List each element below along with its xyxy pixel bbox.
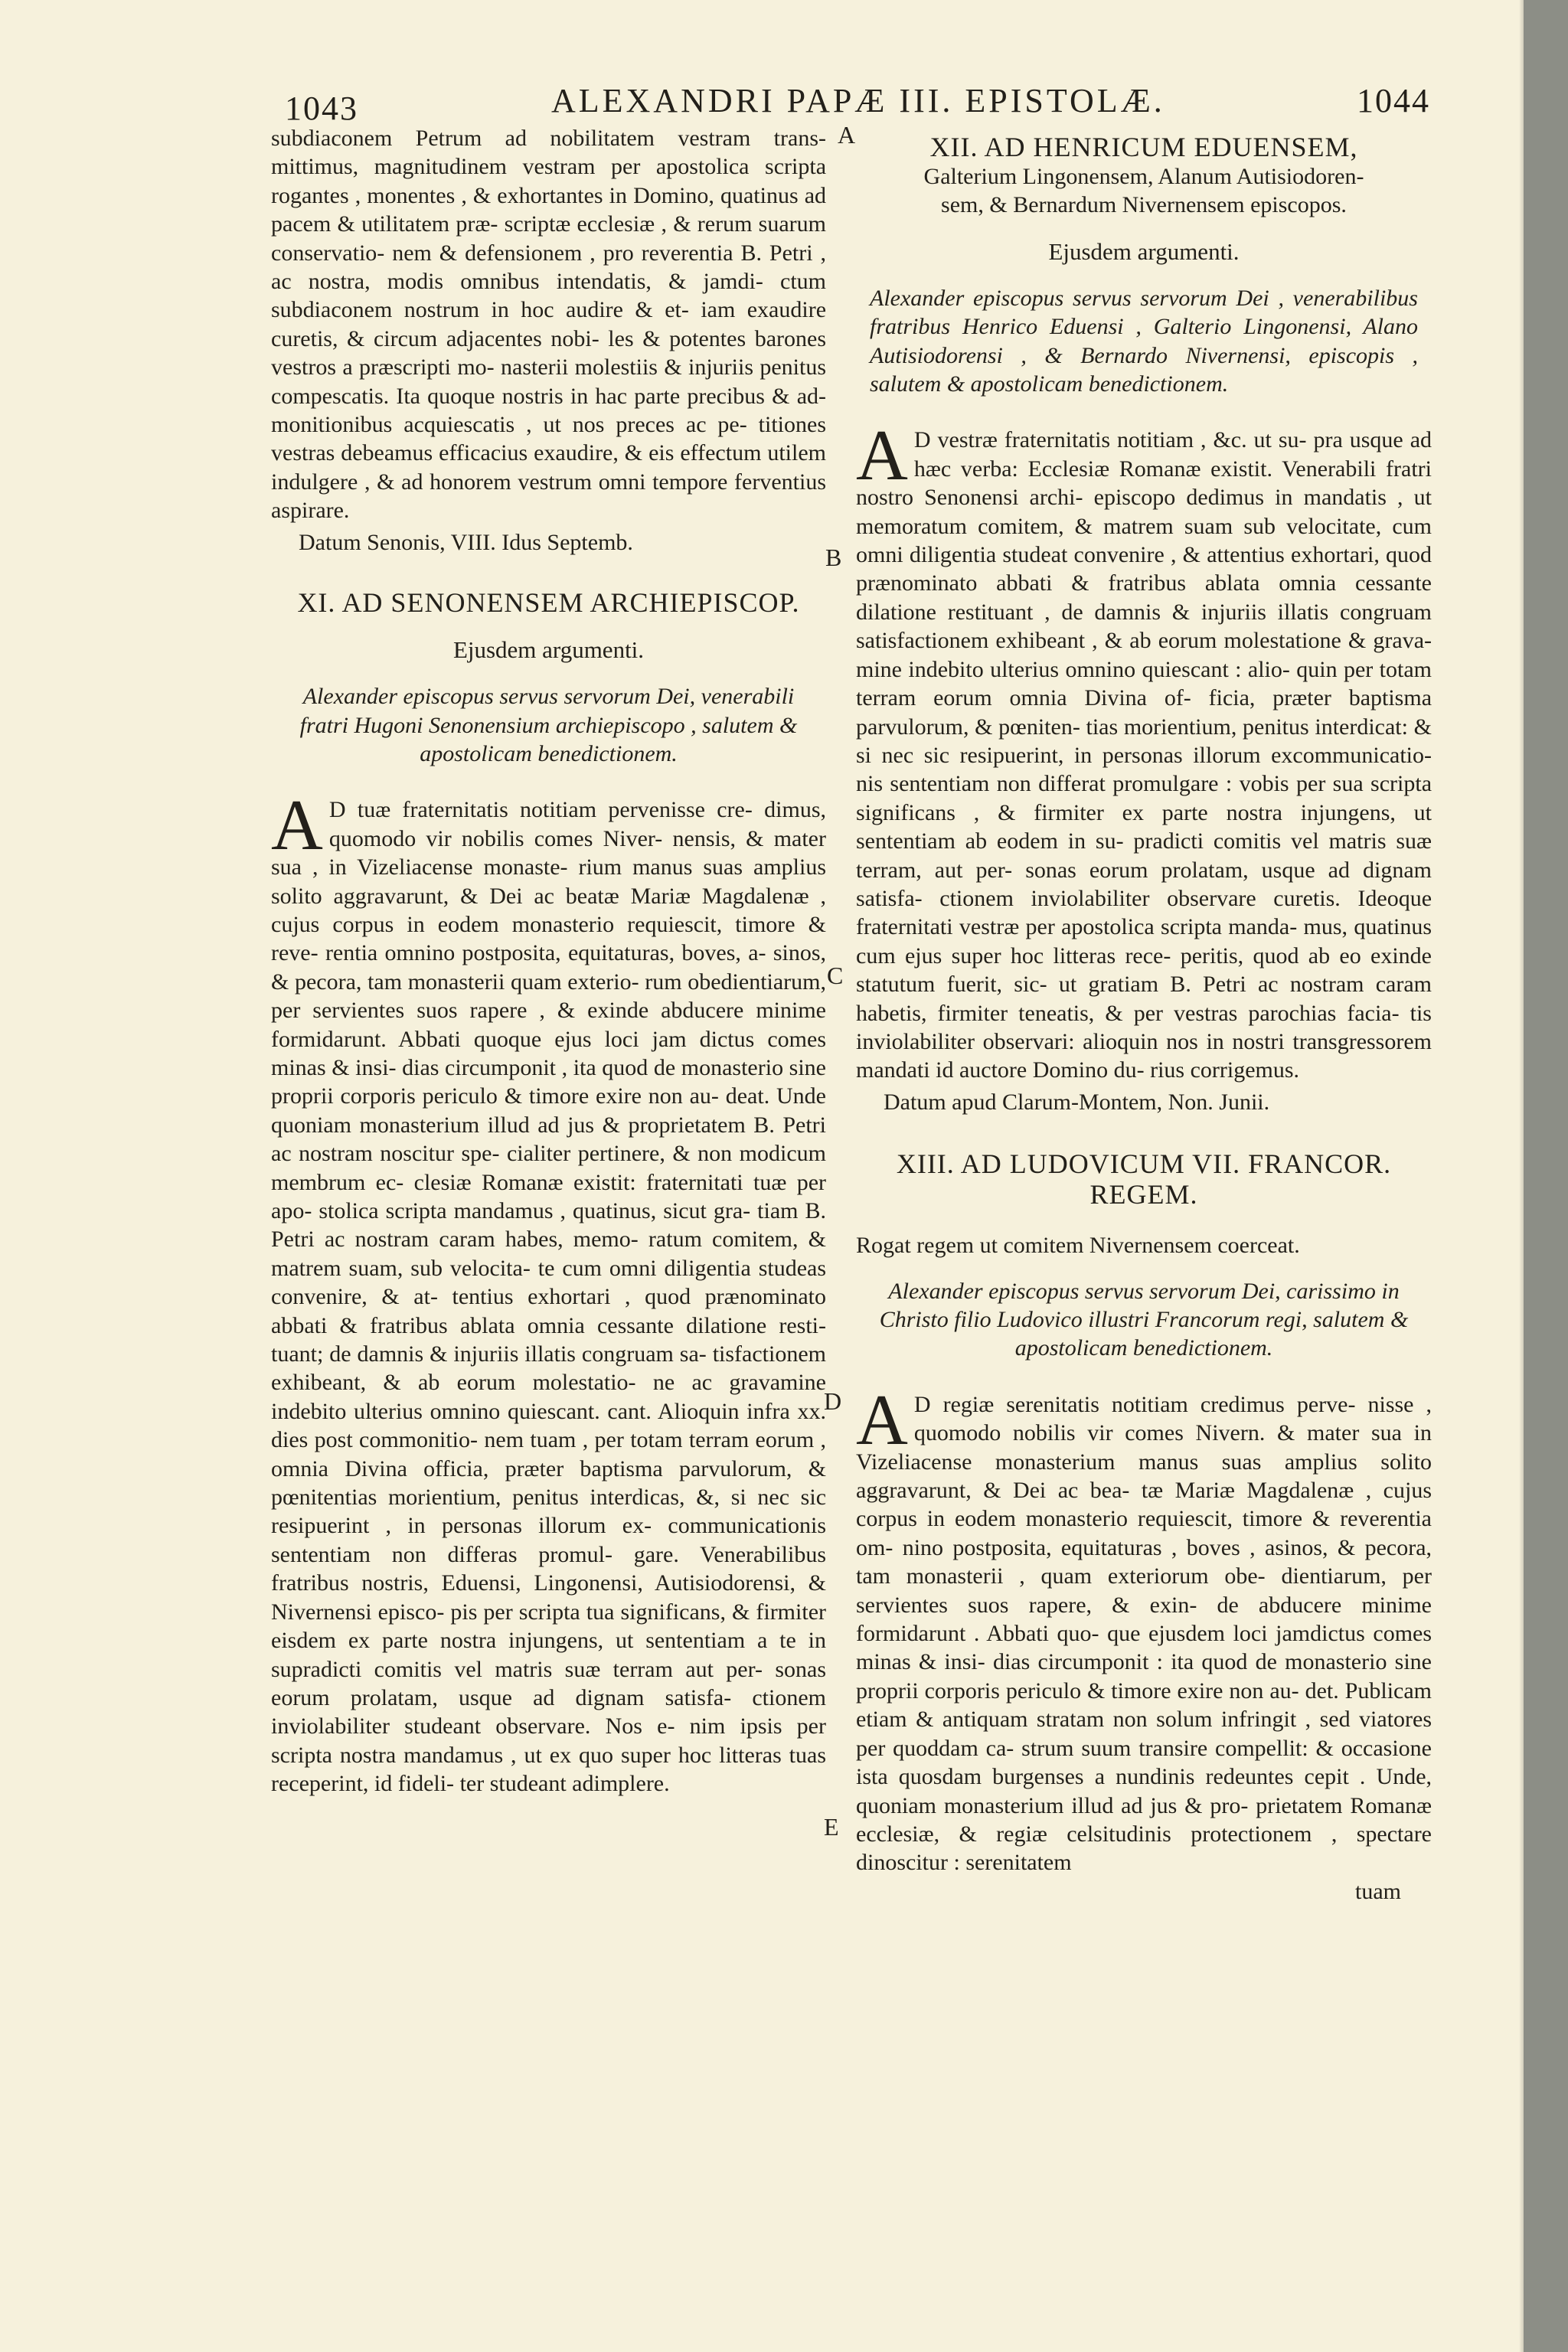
letter-xi-body: A D tuæ fraternitatis notitiam pervenisse cre- dimus, quomodo vir nobilis comes Niver- nensis, & mater sua , in Vizeliacense monaste- rium manus suas amplius solito aggravarunt, & Dei ac beatæ Mariæ Magdalenæ , cujus corpus in eodem monasterio requiescit, timore & reve- rentia omnino postposita, equitaturas, boves, a- sinos, & pecora, tam monasterii quam exterio- rum obedientiarum, per servientes suos rapere , & exinde abducere minime formidarunt. Abbati quoque ejus loci jam dictus comes minas & insi- dias circumponit , ita quod de monasterio sine proprii corporis periculo & timore exire non au- deat. Unde quoniam monasterium illud ad jus & proprietatem B. Petri ac nostram noscitur spe- cialiter pertinere, & non modicum membrum ec- clesiæ Romanæ existit: fraternitati tuæ per apo- stolica scripta mandamus , quatinus, sicut gra- tiam B. Petri ac nostram caram habes, memo- ratum comitem, & matrem suam, sub velocita- te cum omni diligentia studeas convenire, & at- tentius exhortari , quod prænominato abbati & fratribus ablata omnia cessante dilatione resti- tuant; de damnis & injuriis illatis congruam sa- tisfactionem exhibeant, & ab eorum molestatio- ne ac gravamine indebito ulterius omnino quiescant. cant. Alioquin infra xx. dies post commonitio- nem tuam , per totam terram eorum , omnia Divina officia, præter baptisma parvulorum, & pœnitentias morientium, penitus interdicas, &, si nec sic resipuerint , in personas illorum ex- communicationis sententiam non differas promul- gare. Venerabilibus fratribus nostris, Eduensi, Lingonensi, Autisiodorensi, & Nivernensi episco- pis per scripta tua significans, & firmiter eisdem ex parte nostra injungens, ut sententiam a te in supradicti comitis vel matris suæ terram aut per- sonas eorum prolatam, usque ad dignam satisfa- ctionem inviolabiliter studeant observare. Nos e- nim ipsis per scripta nostra mandamus , ut ex quo super hoc litteras tuas receperint, id fideli- ter studeant adimplere.: [271, 786, 827, 1797]
dropcap: A: [856, 1380, 908, 1460]
letter-xi-heading: XI. AD SENONENSEM ARCHIEPISCOP.: [297, 587, 800, 619]
letter-xiii-body: A D regiæ serenitatis notitiam credimus perve- nisse , quomodo nobilis vir comes Nivern. & mater sua in Vizeliacense monasterium manus suas amplius solito aggravarunt, & Dei ac bea- tæ Mariæ Magdalenæ , cujus corpus in eodem monasterio requiescit, timore & reverentia om- nino postposita, equitaturas , boves , asinos, & pecora, tam monasterii , quam exteriorum obe- dientiarum, per servientes suos rapere, & exin- de abducere minime formidarunt . Abbati quo- que ejusdem loci jamdictus comes minas & insi- dias circumponit : ita quod de monasterio sine proprii corporis periculo & timore exire non au- det. Publicam etiam & antiquam stratam non solum infringit , sed viatores per quoddam ca- strum suum transire compellit: & occasione ista quosdam burgenses a nundinis redeuntes cepit . Unde, quoniam monasterium illud ad jus & pro- prietatem Romanæ ecclesiæ, & regiæ celsitudinis protectionem , spectare dinoscitur : serenitatem: [856, 1380, 1432, 1876]
letter-xii-recipients: Galterium Lingonensem, Alanum Autisiodoren- sem, & Bernardum Nivernensem episcopos.: [923, 164, 1364, 218]
page-header: [0, 77, 1524, 127]
running-title: ALEXANDRI PAPÆ III. EPISTOLÆ.: [551, 82, 1165, 119]
page-number-left: 1043: [285, 90, 358, 127]
dateline-x: Datum Senonis, VIII. Idus Septemb.: [299, 529, 633, 555]
letter-xiii-salutation: Alexander episcopus servus servorum Dei, carissimo in Christo filio Ludovico illustri Francorum regi, salutem & apostolicam benedictionem.: [879, 1278, 1409, 1361]
catchword: tuam: [1355, 1878, 1401, 1904]
letter-xii-body: A D vestræ fraternitatis notitiam , &c. ut su- pra usque ad hæc verba: Ecclesiæ Romanæ existit. Venerabili fratri nostro Senonensi archi- episcopo dedimus in mandatis , ut memoratum comitem, & matrem suam sub velocitate, cum omni diligentia studeat convenire , & attentius exhortari, quod prænominato abbati & fratribus ablata omnia cessante dilatione restituant , de damnis & injuriis illatis congruam satisfactionem exhibeant , & ab eorum molestatione & grava- mine indebito ulterius omnino quiescant : alio- quin per totam terram eorum omnia Divina of- ficia, præter baptisma parvulorum, & pœniten- tias morientium, penitus interdicat: & si nec sic resipuerint, in personas illorum excommunicatio- nis sententiam non differat promulgare : vobis per sua scripta significans , & firmiter ex parte nostra injungens, ut sententiam ab eodem in su- pradicti comitis vel matris suæ terram, aut per- sonas eorum prolatam, usque ad dignam satisfa- ctionem inviolabiliter observare curetis. Ideoque fraternitati vestræ per apostolica scripta manda- mus, quatinus cum ejus super hoc litteras rece- peritis, quod ab eo exinde statutum fuerit, sic- ut gratiam B. Petri ac nostram caram habetis, firmiter teneatis, & per vestras parochias facia- tis inviolabiliter observari: alioquin nos in nostri transgressorem mandati id auctore Domino du- rius corrigemus.: [856, 416, 1432, 1083]
margin-letter-d: D: [824, 1387, 842, 1415]
letter-xiii-heading: XIII. AD LUDOVICUM VII. FRANCOR. REGEM.: [896, 1148, 1392, 1210]
left-column: [271, 124, 826, 1798]
letter-xii-heading: XII. AD HENRICUM EDUENSEM,: [929, 132, 1358, 162]
margin-letter-c: C: [827, 962, 844, 989]
dropcap: A: [271, 786, 323, 866]
dropcap: A: [856, 416, 908, 496]
letter-xi-salutation: Alexander episcopus servus servorum Dei, venerabili fratri Hugoni Senonensium archiepiscopo , salutem & apostolicam benedictionem.: [299, 684, 798, 766]
right-column: [856, 132, 1432, 1906]
margin-letter-b: B: [825, 544, 842, 571]
page-number-right: 1044: [1357, 82, 1430, 119]
letter-xii-subheading: Ejusdem argumenti.: [1048, 237, 1240, 265]
continuation-text: subdiaconem Petrum ad nobilitatem vestram trans- mittimus, magnitudinem vestram per apostolica scripta rogantes , monentes , & exhortantes in Domino, quatinus ad pacem & utilitatem præ- scriptæ ecclesiæ , & rerum suarum conservatio- nem & defensionem , pro reverentia B. Petri , ac nostra, modis omnibus intendatis, & jamdi- ctum subdiaconem nostrum in hoc audire & et- iam exaudire curetis, & circum adjacentes nobi- les & potentes barones vestros a præscripti mo- nasterii molestiis & injuriis penitus compescatis. Ita quoque nostris in hac parte precibus & ad- monitionibus acquiescatis , ut nos preces ac pe- titiones vestras debeamus efficacius exaudire, & eis effectum utilem indulgere , & ad honorem vestrum omni tempore ferventius aspirare.: [271, 126, 827, 524]
margin-letter-a: A: [838, 121, 856, 149]
letter-xii-salutation: Alexander episcopus servus servorum Dei , venerabilibus fratribus Henrico Eduensi , Galterio Lingonensi, Alano Autisiodorensi , & Bernardo Nivernensi, episcopis , salutem & apostolicam benedictionem.: [870, 285, 1418, 397]
margin-letter-e: E: [824, 1813, 839, 1841]
letter-xiii-subheading: Rogat regem ut comitem Nivernensem coerceat.: [856, 1233, 1300, 1259]
dateline-xii: Datum apud Clarum-Montem, Non. Junii.: [884, 1089, 1270, 1115]
letter-xi-subheading: Ejusdem argumenti.: [452, 636, 645, 664]
